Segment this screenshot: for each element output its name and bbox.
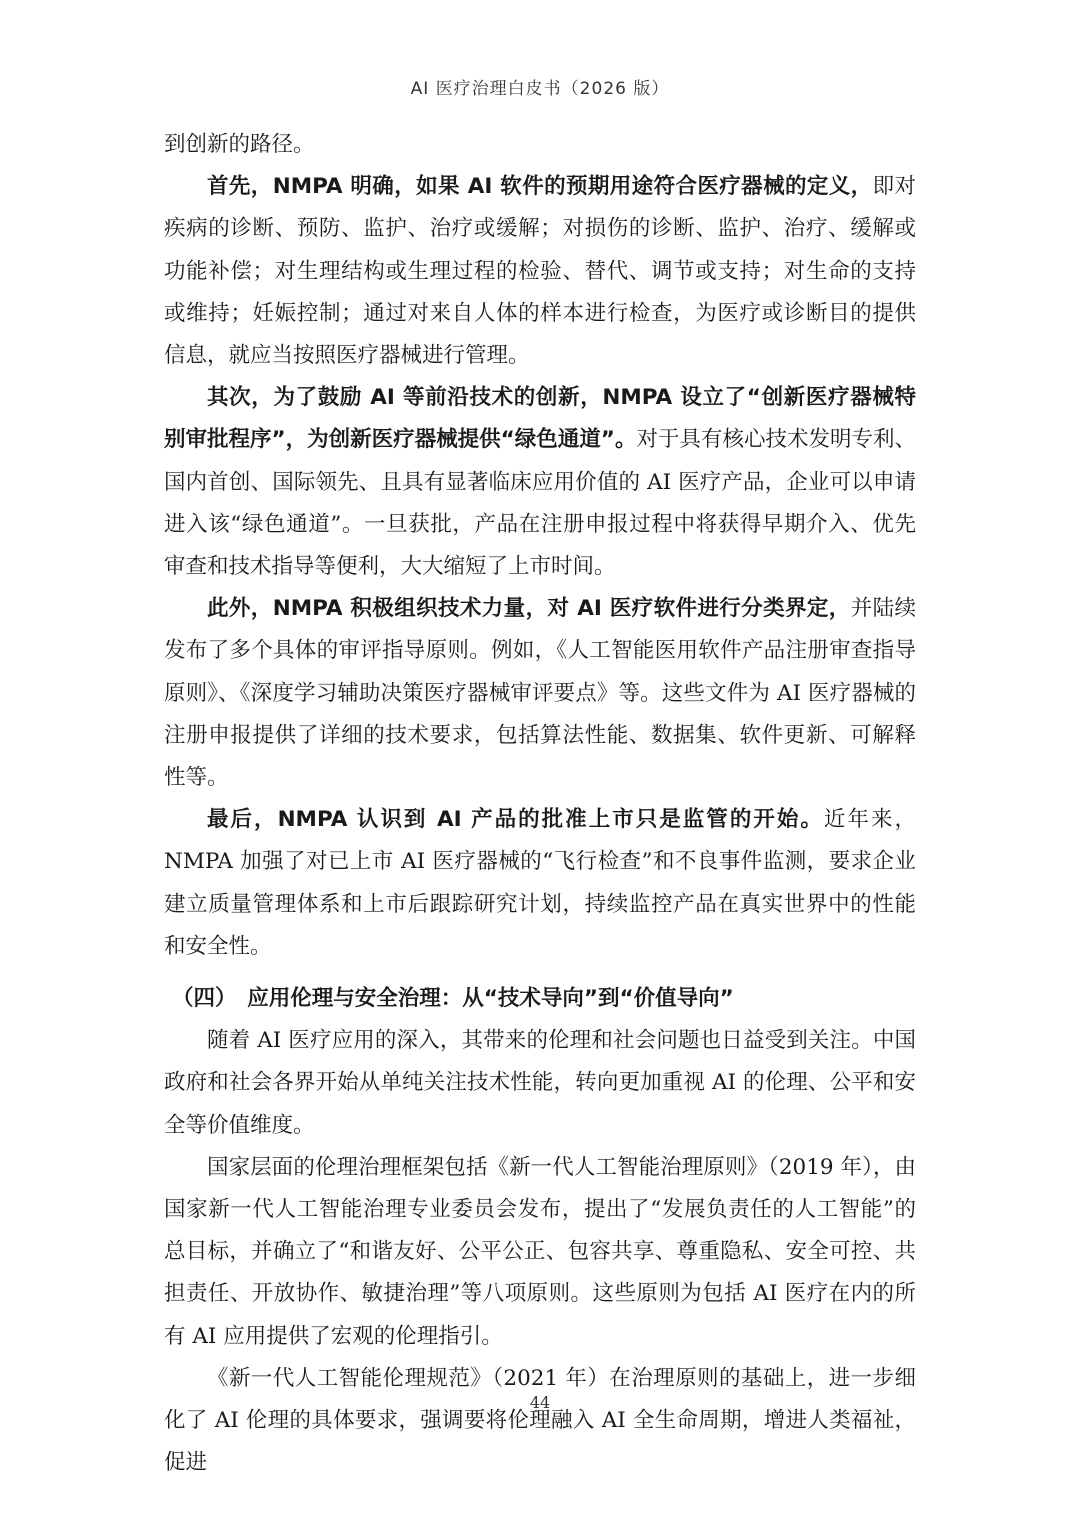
paragraph-continuation: 到创新的路径。 <box>164 132 315 157</box>
paragraph-lead: 最后，NMPA 认识到 AI 产品的批准上市只是监管的开始。 <box>207 807 824 833</box>
page-number: 44 <box>529 1393 551 1412</box>
paragraph-lead: 首先，NMPA 明确，如果 AI 软件的预期用途符合医疗器械的定义， <box>207 174 873 200</box>
paragraph-first <box>164 166 916 377</box>
paragraph-third <box>164 588 916 799</box>
paragraph-body: 近年来，NMPA 加强了对已上市 AI 医疗器械的“飞行检查”和不良事件监测，要求企业建立质量管理体系和上市后跟踪研究计划，持续监控产品在真实世界中的性能和安全性。 <box>164 807 916 959</box>
paragraph: 国家层面的伦理治理框架包括《新一代人工智能治理原则》（2019 年），由国家新一代人工智能治理专业委员会发布，提出了“发展负责任的人工智能”的总目标，并确立了“和谐友好、公平公正、包容共享、尊重隐私、安全可控、共担责任、开放协作、敏捷治理”等八项原则。这些原则为包括 AI 医疗在内的所有 AI 应用提供了宏观的伦理指引。 <box>164 1154 916 1349</box>
section-heading: （四） 应用伦理与安全治理：从“技术导向”到“价值导向” <box>172 986 734 1012</box>
paragraph-body: 即对疾病的诊断、预防、监护、治疗或缓解；对损伤的诊断、监护、治疗、缓解或功能补偿；对生理结构或生理过程的检验、替代、调节或支持；对生命的支持或维持；妊娠控制；通过对来自人体的样本进行检查，为医疗或诊断目的提供信息，就应当按照医疗器械进行管理。 <box>164 174 916 369</box>
paragraph: 随着 AI 医疗应用的深入，其带来的伦理和社会问题也日益受到关注。中国政府和社会各界开始从单纯关注技术性能，转向更加重视 AI 的伦理、公平和安全等价值维度。 <box>164 1028 916 1138</box>
paragraph-body: 并陆续发布了多个具体的审评指导原则。例如，《人工智能医用软件产品注册审查指导原则》、《深度学习辅助决策医疗器械审评要点》等。这些文件为 AI 医疗器械的注册申报提供了详细的技术要求，包括算法性能、数据集、软件更新、可解释性等。 <box>164 596 916 791</box>
paragraph-fourth <box>164 799 916 968</box>
paragraph-body: 对于具有核心技术发明专利、国内首创、国际领先、且具有显著临床应用价值的 AI 医疗产品，企业可以申请进入该“绿色通道”。一旦获批，产品在注册申报过程中将获得早期介入、优先审查和技术指导等便利，大大缩短了上市时间。 <box>164 427 916 580</box>
paragraph-second <box>164 377 916 588</box>
paragraph: 《新一代人工智能伦理规范》（2021 年）在治理原则的基础上，进一步细化了 AI 伦理的具体要求，强调要将伦理融入 AI 全生命周期，增进人类福祉，促进 <box>164 1365 916 1476</box>
running-header: AI 医疗治理白皮书（2026 版） <box>410 79 670 99</box>
body-text <box>164 124 916 1485</box>
paragraph-lead: 其次，为了鼓励 AI 等前沿技术的创新，NMPA 设立了“创新医疗器械特别审批程序”，为创新医疗器械提供“绿色通道”。 <box>164 385 916 453</box>
paragraph-lead: 此外，NMPA 积极组织技术力量，对 AI 医疗软件进行分类界定， <box>207 596 851 622</box>
